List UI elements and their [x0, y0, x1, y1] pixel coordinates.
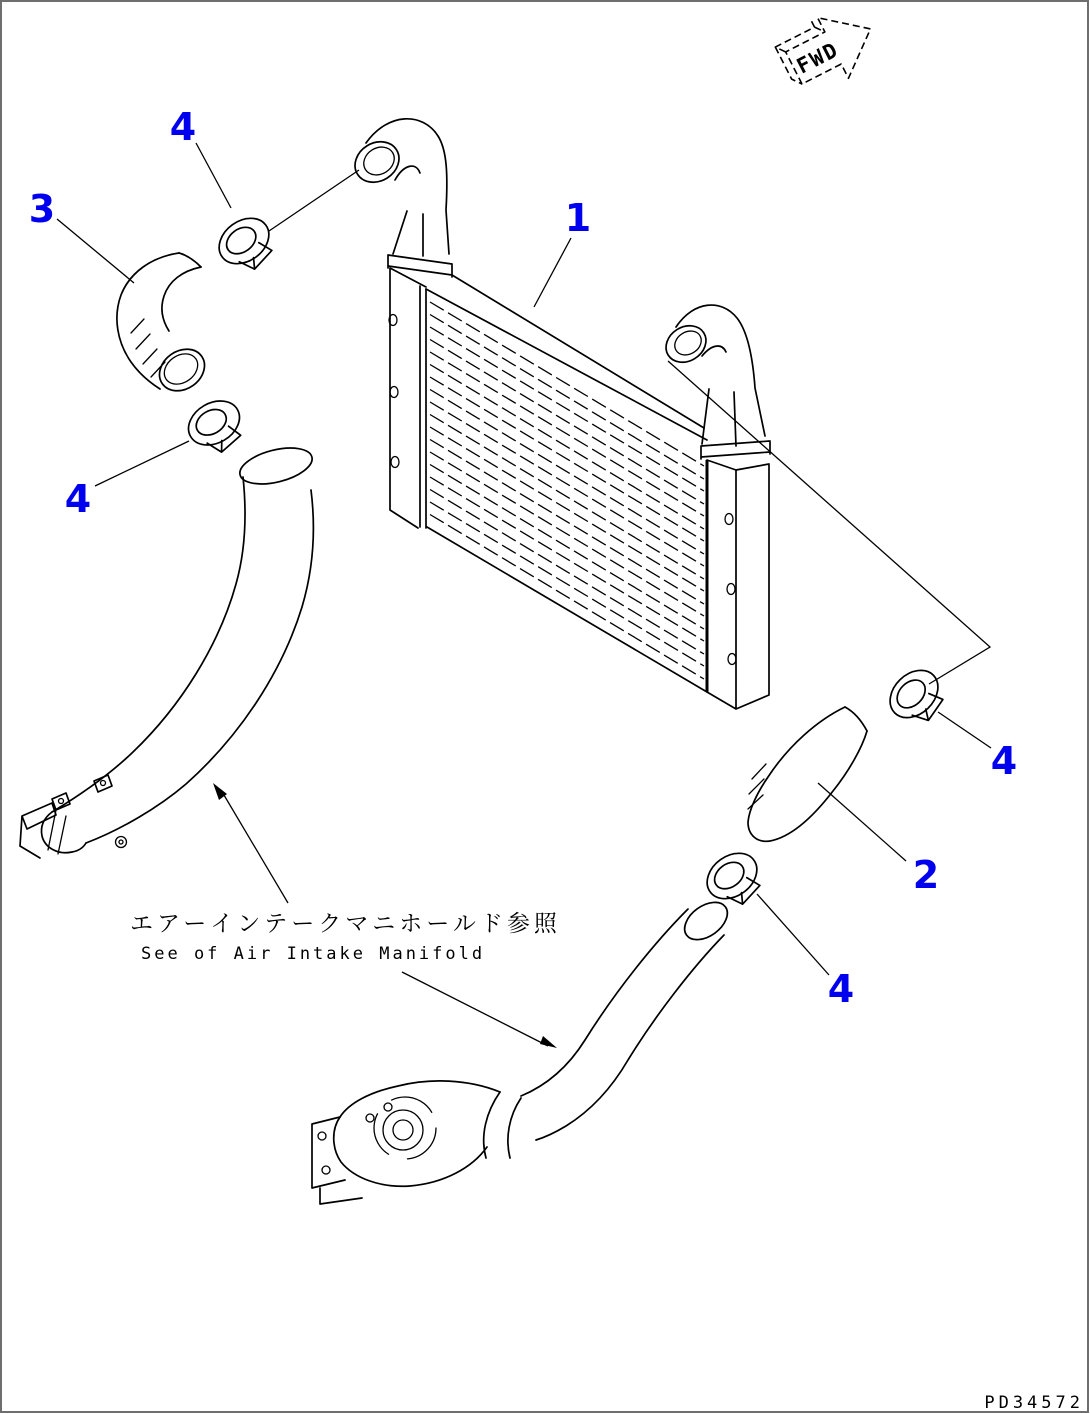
clamp-bottom — [698, 844, 770, 915]
callout-4-top-left: 4 — [169, 105, 197, 149]
arrowhead-right-icon — [540, 1036, 557, 1048]
intercooler-drawing — [347, 119, 770, 709]
callout-2: 2 — [912, 853, 940, 897]
callout-3: 3 — [28, 187, 56, 231]
reference-note-japanese: エアーインテークマニホールド参照 — [130, 911, 561, 937]
hose-lower-drawing — [748, 707, 867, 841]
callout-4-right: 4 — [990, 739, 1018, 783]
callout-4-mid-left: 4 — [64, 477, 92, 521]
hose-upper-drawing — [117, 253, 213, 399]
callout-4-bottom: 4 — [827, 967, 855, 1011]
intake-tube-bottom-drawing — [312, 895, 734, 1204]
clamp-top-left — [210, 209, 282, 280]
fwd-arrow-icon — [772, 0, 886, 101]
clamp-right — [881, 661, 954, 734]
callout-1: 1 — [564, 196, 592, 240]
drawing-number: PD34572 — [984, 1393, 1084, 1413]
page-border — [1, 1, 1088, 1412]
core-fin-lines — [430, 302, 704, 679]
fwd-label: FWD — [792, 37, 843, 79]
clamp-mid-left — [181, 392, 252, 461]
reference-note-english: See of Air Intake Manifold — [141, 944, 486, 964]
